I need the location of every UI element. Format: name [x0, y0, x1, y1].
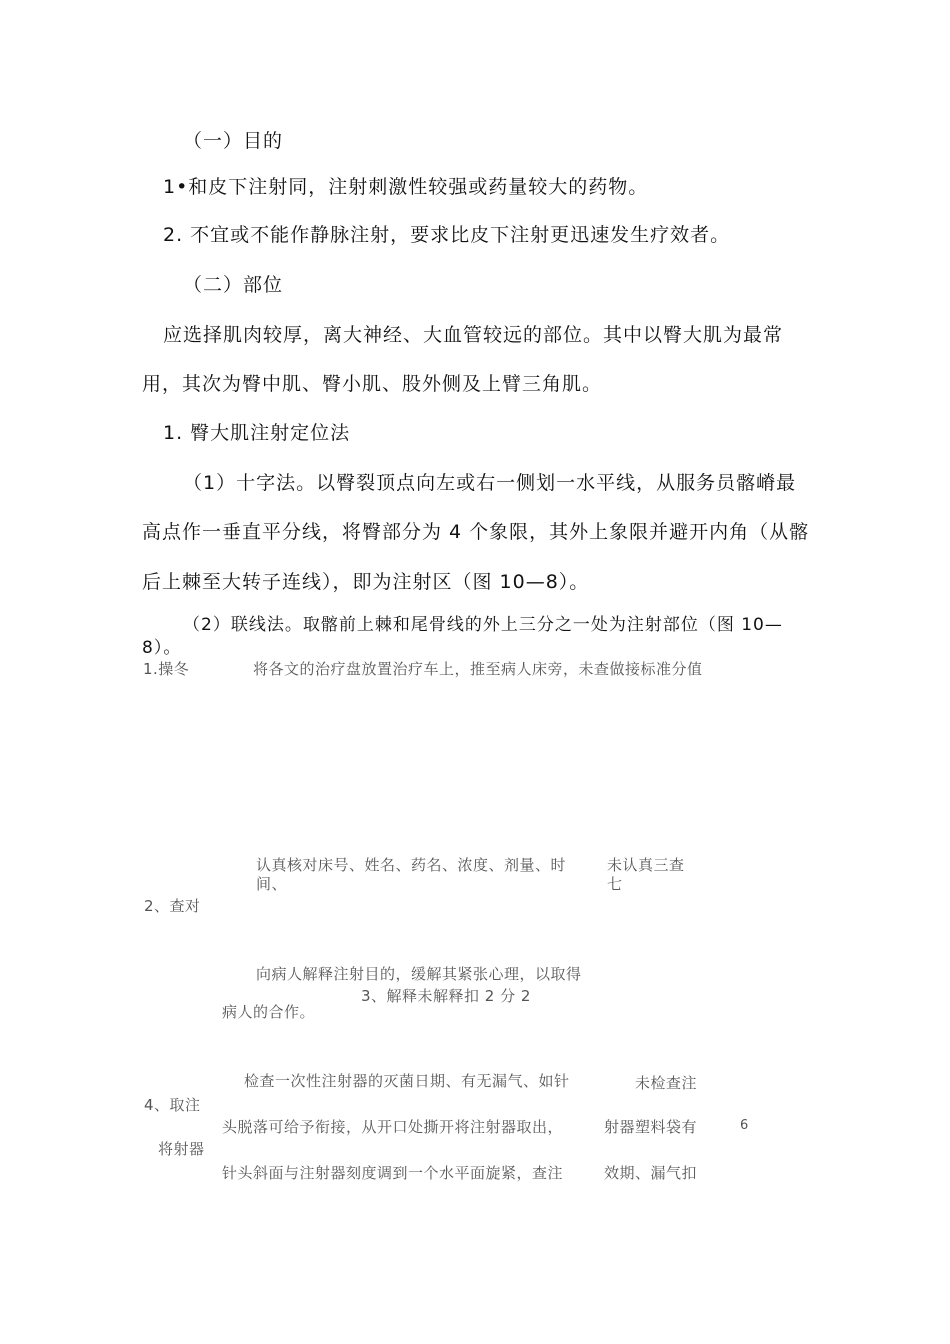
purpose-item-2: 2. 不宜或不能作静脉注射，要求比皮下注射更迅速发生疗效者。 — [163, 224, 731, 246]
site-paragraph-line-2: 用，其次为臀中肌、臀小肌、股外侧及上臂三角肌。 — [142, 373, 603, 395]
gluteus-heading: 1. 臀大肌注射定位法 — [163, 422, 351, 444]
table-row-4-content-line-2: 头脱落可给予衔接，从开口处撕开将注射器取出， — [222, 1118, 564, 1136]
table-row-2-deduct-line-1: 未认真三查 — [607, 856, 685, 874]
table-row-3-content-line-1: 向病人解释注射目的，缓解其紧张心理，以取得 — [256, 965, 582, 983]
table-row-3-content-line-2: 病人的合作。 — [222, 1003, 316, 1021]
cross-method-line-1: （1）十字法。以臀裂顶点向左或右一侧划一水平线，从服务员髂嵴最 — [183, 472, 797, 494]
table-row-4-deduct-line-1: 未检查注 — [635, 1074, 698, 1092]
table-row-2-content-line-1: 认真核对床号、姓名、药名、浓度、剂量、时 — [256, 856, 567, 874]
table-row-3-step-deduct: 3、解释未解释扣 2 分 2 — [361, 987, 531, 1005]
heading-site: （二）部位 — [183, 274, 284, 296]
link-method-line-1: （2）联线法。取髂前上棘和尾骨线的外上三分之一处为注射部位（图 10— — [183, 615, 783, 635]
link-method-line-2: 8）。 — [142, 638, 182, 658]
table-row-4-step-line-1: 4、取注 — [144, 1096, 201, 1114]
table-row-4-deduct-line-3: 效期、漏气扣 — [604, 1164, 698, 1182]
table-row-2-deduct-line-2: 七 — [607, 875, 623, 893]
table-row-4-content-line-3: 针头斜面与注射器刻度调到一个水平面旋紧，查注 — [222, 1164, 564, 1182]
table-row-4-deduct-line-2: 射器塑料袋有 — [604, 1118, 698, 1136]
table-row-1-step: 1.操冬 — [143, 660, 190, 678]
table-row-4-step-line-2: 将射器 — [158, 1140, 205, 1158]
table-row-2-step: 2、查对 — [144, 897, 201, 915]
table-row-4-content-line-1: 检查一次性注射器的灭菌日期、有无漏气、如针 — [244, 1072, 570, 1090]
cross-method-line-3: 后上棘至大转子连线），即为注射区（图 10—8）。 — [142, 571, 590, 593]
table-row-2-content-line-2: 间、 — [256, 875, 288, 893]
heading-purpose: （一）目的 — [183, 130, 284, 152]
cross-method-line-2: 高点作一垂直平分线，将臀部分为 4 个象限，其外上象限并避开内角（从髂 — [142, 521, 810, 543]
table-row-4-score: 6 — [740, 1118, 749, 1133]
table-row-1-content: 将各文的治疗盘放置治疗车上，推至病人床旁，未查做接标准分值 — [253, 660, 703, 678]
purpose-item-1: 1•和皮下注射同，注射刺激性较强或药量较大的药物。 — [163, 176, 649, 198]
site-paragraph-line-1: 应选择肌肉较厚，离大神经、大血管较远的部位。其中以臀大肌为最常 — [163, 324, 784, 346]
